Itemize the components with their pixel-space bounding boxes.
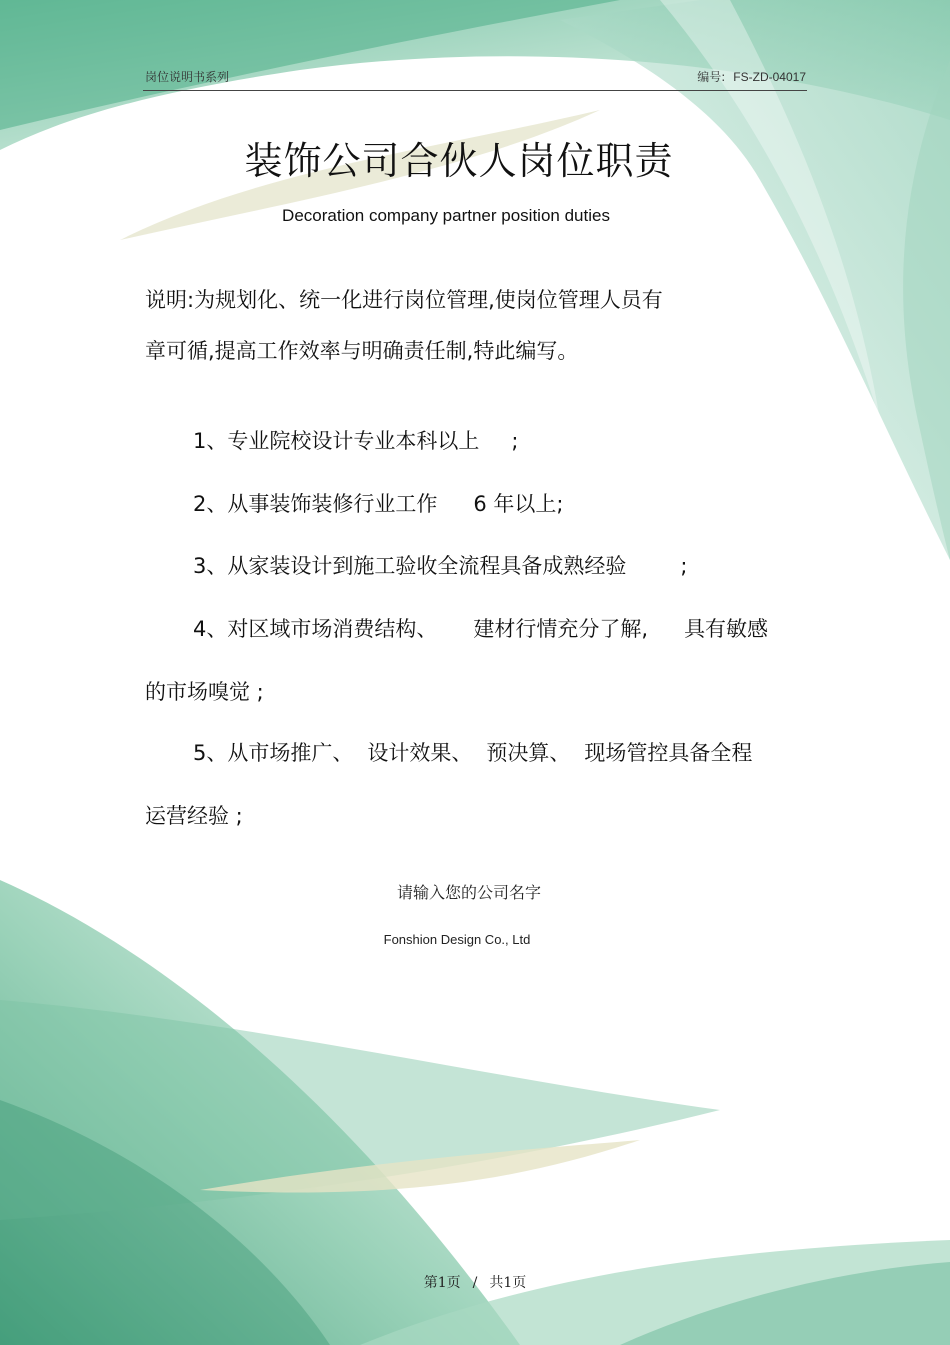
duty-1-end: ; [511, 429, 519, 453]
header-code [697, 68, 806, 85]
duty-4-part-c: 具有敏感 [684, 617, 769, 641]
footer-separator: / [472, 1275, 478, 1291]
header-divider [143, 90, 807, 91]
duty-item-4 [145, 598, 810, 724]
intro-line-2: 章可循,提高工作效率与明确责任制,特此编写。 [145, 339, 579, 363]
footer-page: 第1页 [423, 1275, 461, 1291]
duty-5-part-a: 5、从市场推广、 [193, 741, 354, 765]
duty-2-text: 2、从事装饰装修行业工作 [193, 492, 438, 516]
duty-4-part-b: 建材行情充分了解, [473, 617, 649, 641]
intro-line-1: 说明:为规划化、统一化进行岗位管理,使岗位管理人员有 [145, 288, 663, 312]
duty-1-text: 1、专业院校设计专业本科以上 [193, 429, 480, 453]
duty-4-part-a: 4、对区域市场消费结构、 [193, 617, 438, 641]
duty-item-5 [145, 722, 810, 848]
document-subtitle: Decoration company partner position duties [282, 206, 610, 225]
document-title: 装饰公司合伙人岗位职责 [244, 139, 674, 183]
header-series: 岗位说明书系列 [145, 70, 230, 84]
duty-4-part-d: 的市场嗅觉 ; [145, 680, 264, 704]
duty-5-part-e: 运营经验 ; [145, 804, 243, 828]
page-footer [0, 1272, 950, 1292]
intro-paragraph [145, 275, 765, 377]
footer-total: 共1页 [489, 1275, 527, 1291]
duty-3-end: ; [680, 554, 688, 578]
duty-2-end: 6 年以上; [473, 492, 564, 516]
company-name-en: Fonshion Design Co., Ltd [383, 932, 531, 947]
duty-3-text: 3、从家装设计到施工验收全流程具备成熟经验 [193, 554, 627, 578]
duty-5-part-d: 现场管控具备全程 [584, 741, 753, 765]
duty-item-2 [145, 473, 810, 536]
header-code-label: 编号: [697, 70, 726, 84]
duty-item-3 [145, 535, 810, 598]
header-code-value: FS-ZD-04017 [733, 70, 806, 84]
duty-5-part-b: 设计效果、 [367, 741, 473, 765]
company-name-cn: 请输入您的公司名字 [396, 883, 541, 902]
duty-5-part-c: 预决算、 [486, 741, 571, 765]
duty-item-1 [145, 410, 810, 473]
